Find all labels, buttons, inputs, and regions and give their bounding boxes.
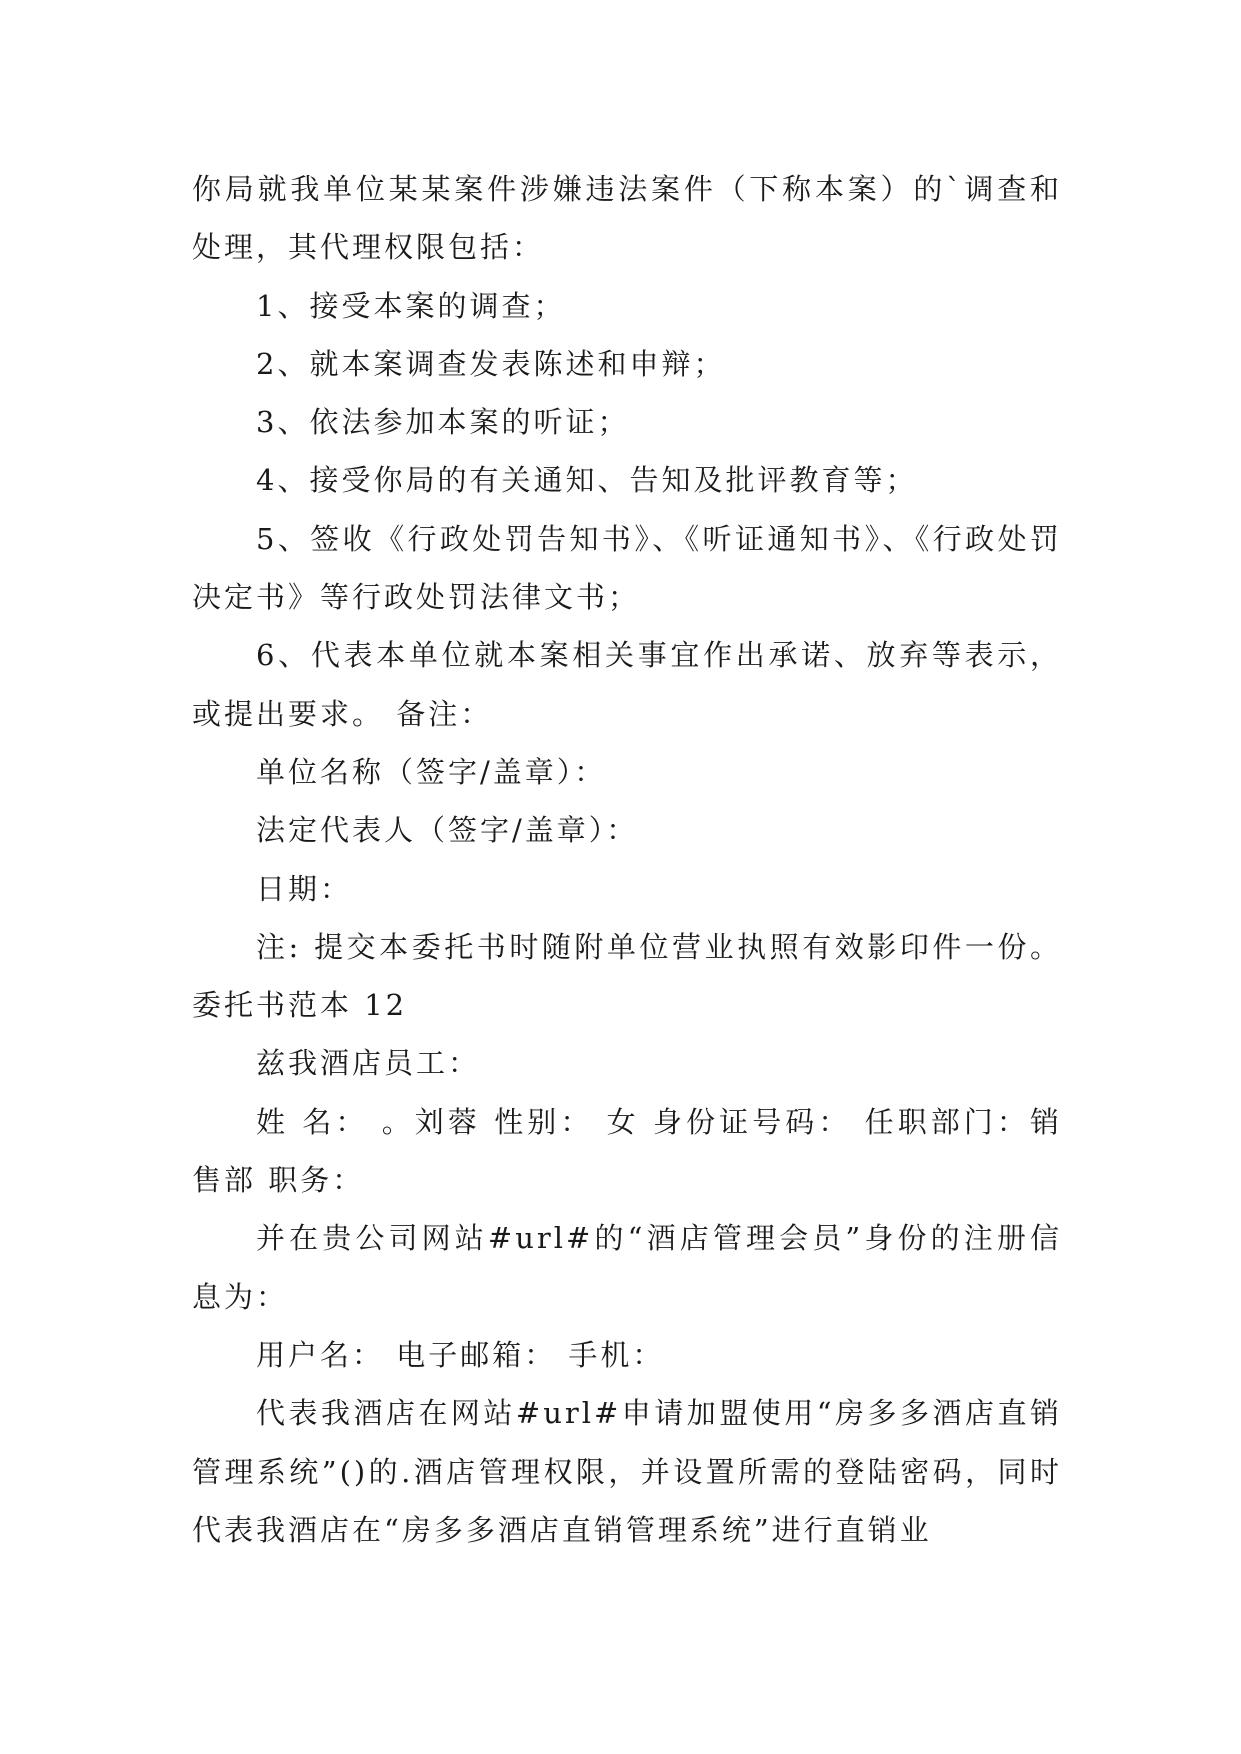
list-item: 5、签收《行政处罚告知书》、《听证通知书》、《行政处罚决定书》等行政处罚法律文书；: [192, 521, 1062, 615]
list-item: 6、代表本单位就本案相关事宜作出承诺、放弃等表示，或提出要求。 备注：: [192, 638, 1062, 731]
staff-info-paragraph: 姓 名： 。刘蓉 性别： 女 身份证号码： 任职部门：销售部 职务：: [192, 1104, 1062, 1198]
hotel-staff-line: 兹我酒店员工：: [256, 1046, 481, 1081]
list-item: 1、接受本案的调查；: [256, 288, 566, 323]
list-item: 2、就本案调查发表陈述和申辩；: [256, 346, 726, 381]
intro-paragraph: 你局就我单位某某案件涉嫌违法案件（下称本案）的`调查和处理，其代理权限包括：: [192, 172, 1062, 265]
authorization-paragraph: 代表我酒店在网站#url#申请加盟使用“房多多酒店直销管理系统”()的.酒店管理权限，并设置所需的登陆密码，同时代表我酒店在“房多多酒店直销管理系统”进行直销业: [192, 1396, 1062, 1547]
legal-representative-signature-line: 法定代表人（签字/盖章）：: [256, 813, 639, 848]
list-item: 4、接受你局的有关通知、告知及批评教育等；: [256, 463, 918, 498]
account-info-line: 用户名： 电子邮箱： 手机：: [256, 1337, 665, 1372]
document-body: [192, 160, 1062, 1559]
unit-name-signature-line: 单位名称（签字/盖章）：: [256, 754, 607, 789]
date-line: 日期：: [256, 871, 353, 906]
registration-paragraph: 并在贵公司网站#url#的“酒店管理会员”身份的注册信息为：: [192, 1221, 1062, 1314]
note-paragraph: 注: 提交本委托书时随附单位营业执照有效影印件一份。委托书范本 12: [192, 929, 1062, 1023]
list-item: 3、依法参加本案的听证；: [256, 405, 630, 440]
